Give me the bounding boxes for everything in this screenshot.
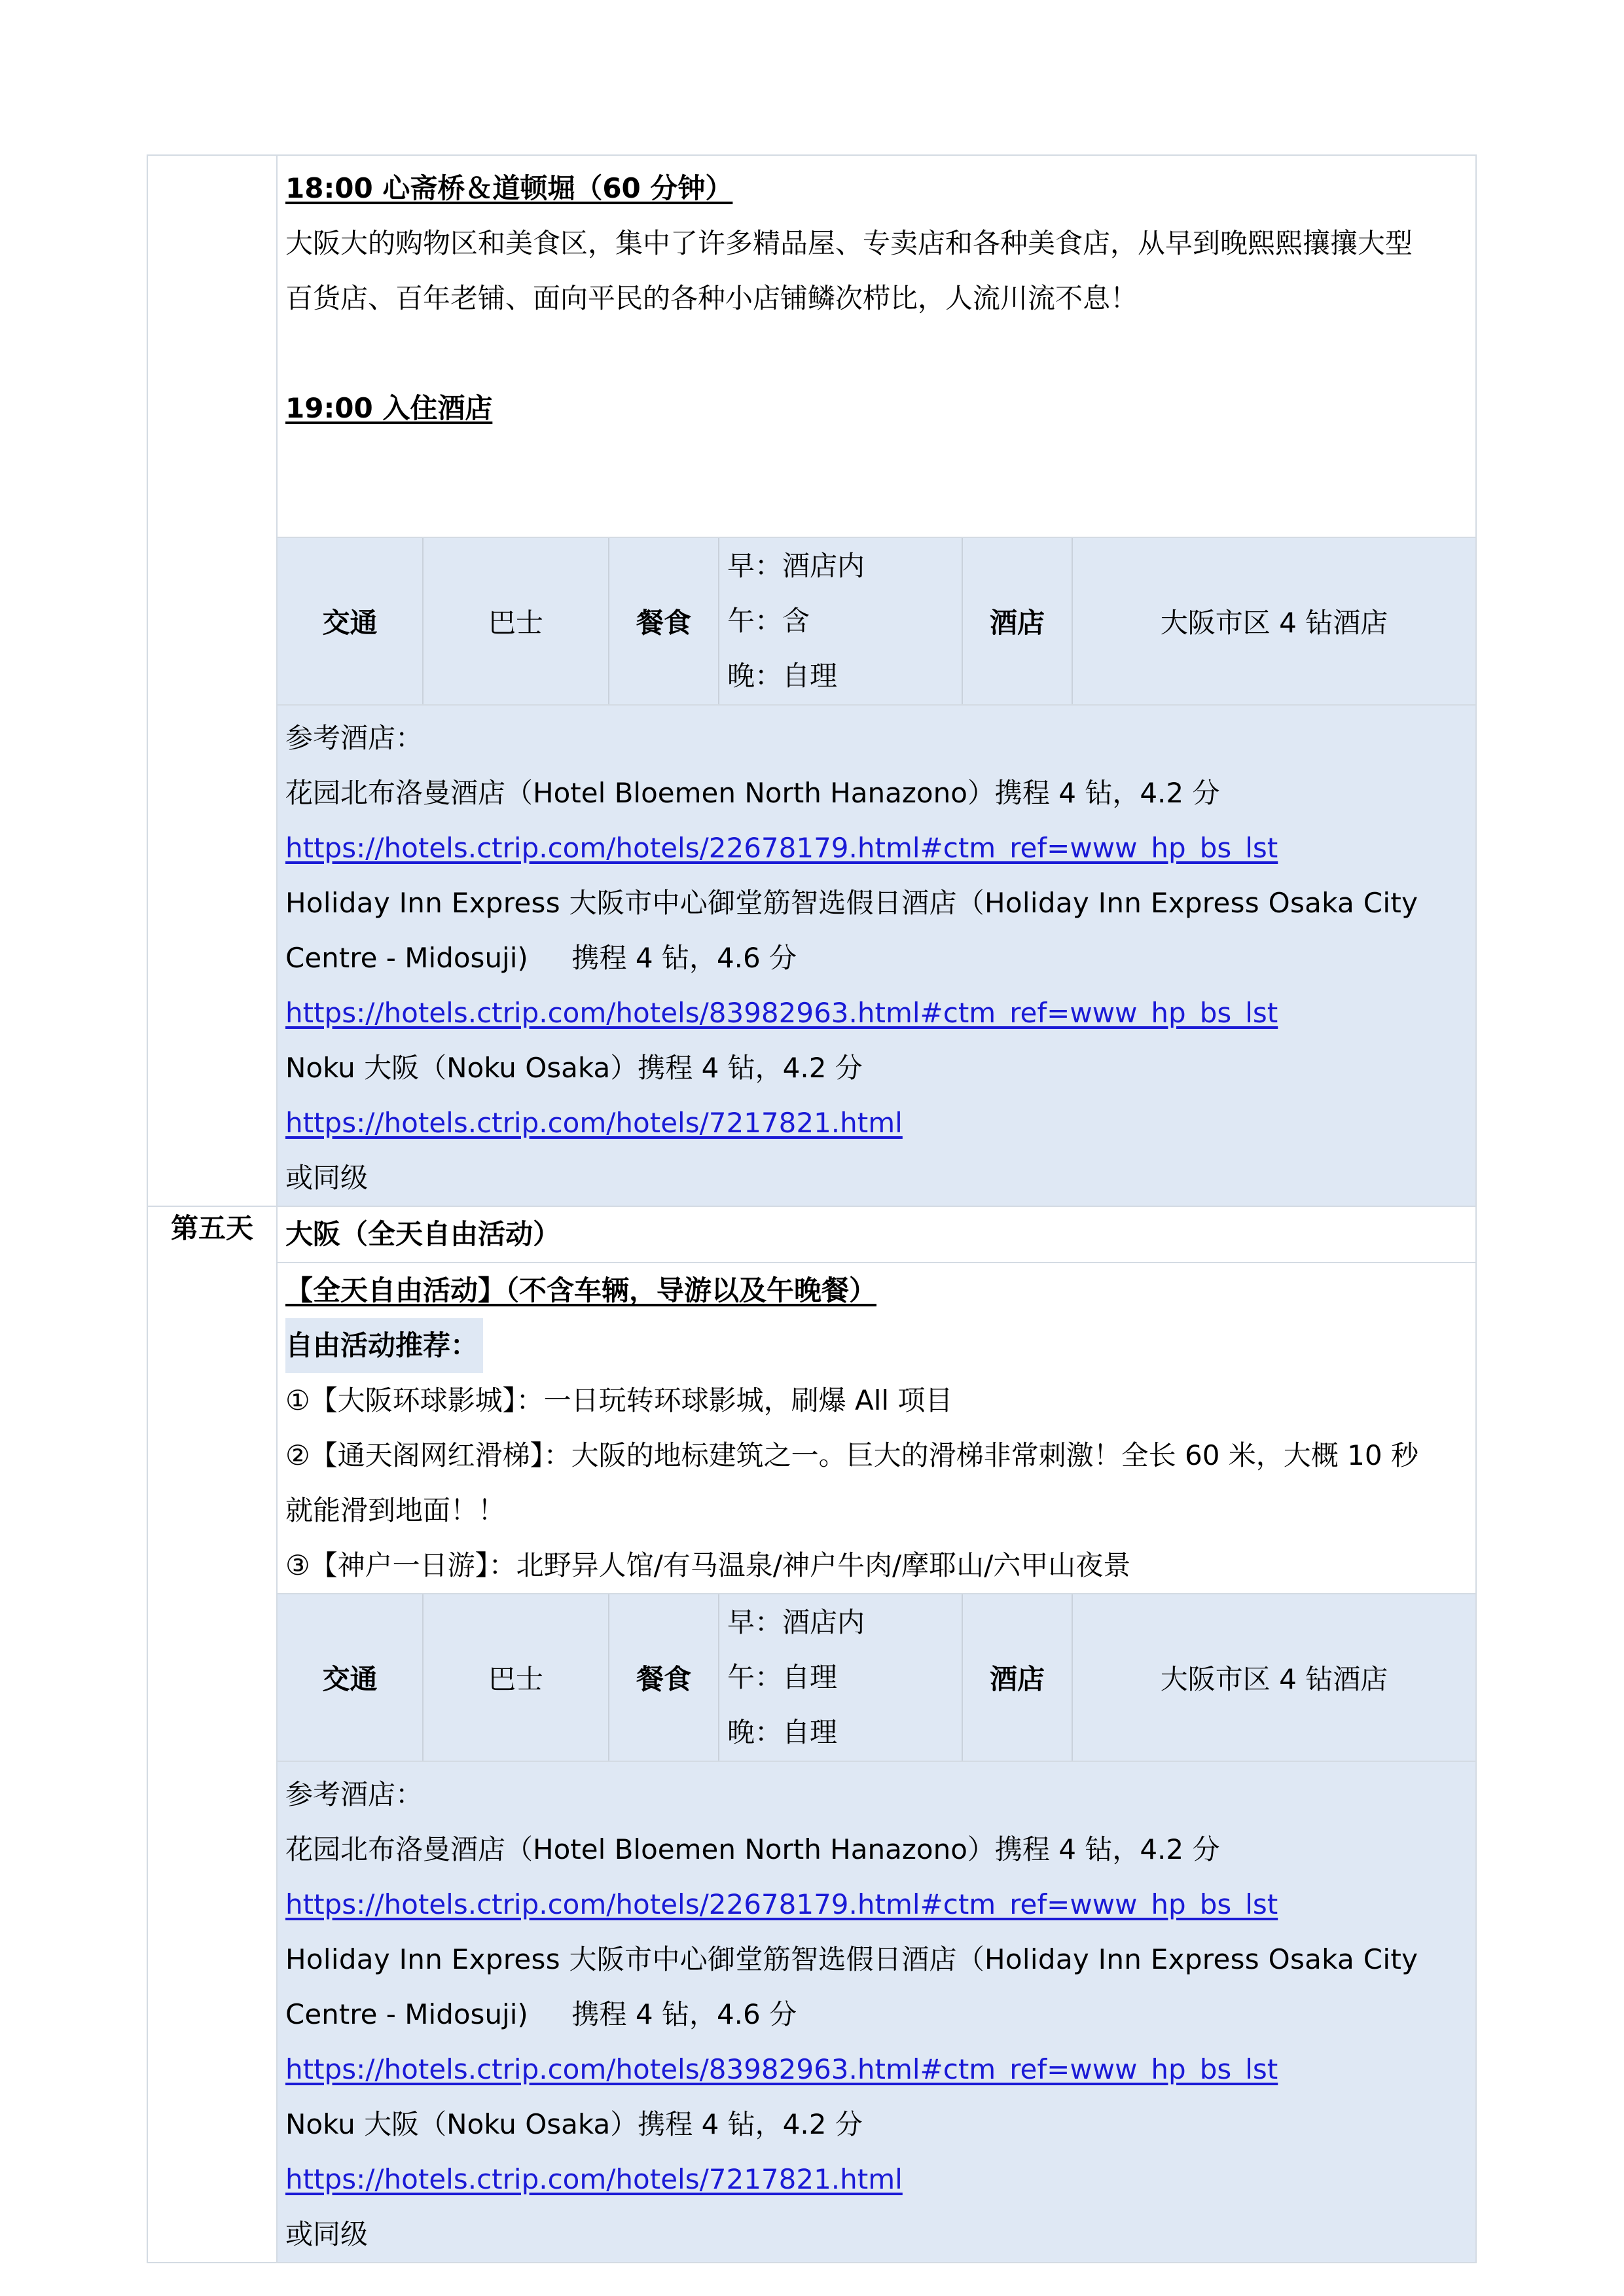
day4-reference-hotels (278, 704, 1475, 1206)
hotel2-link[interactable]: https://hotels.ctrip.com/hotels/83982963.html#ctm_ref=www_hp_bs_lst (285, 997, 1278, 1029)
dinner-value: 晚：自理 (727, 660, 838, 692)
breakfast-value: 早：酒店内 (727, 550, 865, 582)
dinner-value: 晚：自理 (727, 1716, 838, 1748)
schedule-desc-line1: 大阪大的购物区和美食区，集中了许多精品屋、专卖店和各种美食店，从早到晚熙熙攘攘大型 (285, 227, 1413, 259)
or-equivalent: 或同级 (285, 1162, 369, 1194)
itinerary-table (147, 154, 1477, 2263)
recommendation-label: 自由活动推荐： (285, 1318, 483, 1373)
day5-title: 大阪（全天自由活动） (285, 1218, 561, 1250)
lunch-value: 午：含 (727, 605, 810, 637)
hotel2-name-line2: Centre - Midosuji) 携程 4 钻，4.6 分 (285, 1998, 797, 2030)
meal-label: 餐食 (609, 538, 719, 704)
day-cell-empty (147, 155, 277, 1206)
day5-content-cell (277, 1206, 1476, 2263)
transport-label: 交通 (278, 538, 423, 704)
hotel3-name: Noku 大阪（Noku Osaka）携程 4 钻，4.2 分 (285, 1052, 863, 1084)
hotel1-name: 花园北布洛曼酒店（Hotel Bloemen North Hanazono）携程 4 钻，4.2 分 (285, 1833, 1220, 1865)
hotel1-link[interactable]: https://hotels.ctrip.com/hotels/22678179.html#ctm_ref=www_hp_bs_lst (285, 1888, 1278, 1920)
transport-value: 巴士 (423, 538, 609, 704)
reference-hotels-label: 参考酒店： (285, 722, 424, 754)
hotel-label: 酒店 (962, 1594, 1072, 1761)
recommendation-2-line2: 就能滑到地面！！ (285, 1494, 506, 1526)
hotel2-name-line2: Centre - Midosuji) 携程 4 钻，4.6 分 (285, 942, 797, 974)
day5-label-cell (147, 1206, 277, 2263)
hotel1-name: 花园北布洛曼酒店（Hotel Bloemen North Hanazono）携程 4 钻，4.2 分 (285, 777, 1220, 809)
transport-value: 巴士 (423, 1594, 609, 1761)
hotel1-link[interactable]: https://hotels.ctrip.com/hotels/22678179.html#ctm_ref=www_hp_bs_lst (285, 832, 1278, 864)
reference-hotels-label: 参考酒店： (285, 1778, 424, 1810)
hotel3-name: Noku 大阪（Noku Osaka）携程 4 钻，4.2 分 (285, 2108, 863, 2140)
hotel3-link[interactable]: https://hotels.ctrip.com/hotels/7217821.html (285, 2163, 903, 2195)
meal-values (719, 1594, 962, 1761)
meal-label: 餐食 (609, 1594, 719, 1761)
day5-label: 第五天 (170, 1212, 253, 1244)
schedule-heading-checkin: 19:00 入住酒店 (285, 392, 493, 424)
hotel2-name-line1: Holiday Inn Express 大阪市中心御堂筋智选假日酒店（Holiday Inn Express Osaka City (285, 887, 1418, 919)
lunch-value: 午：自理 (727, 1661, 838, 1693)
meal-values (719, 538, 962, 704)
day5-title-block (278, 1207, 1475, 1262)
day4-content-cell (277, 155, 1476, 1206)
day5-info-bar (278, 1593, 1475, 1761)
free-activity-note: 【全天自由活动】（不含车辆，导游以及午晚餐） (285, 1274, 877, 1306)
day5-reference-hotels (278, 1761, 1475, 2262)
or-equivalent: 或同级 (285, 2218, 369, 2250)
hotel-value: 大阪市区 4 钻酒店 (1072, 1594, 1475, 1761)
breakfast-value: 早：酒店内 (727, 1606, 865, 1638)
day5-row (147, 1206, 1476, 2263)
day5-activities (278, 1262, 1475, 1593)
hotel-value: 大阪市区 4 钻酒店 (1072, 538, 1475, 704)
schedule-desc-line2: 百货店、百年老铺、面向平民的各种小店铺鳞次栉比，人流川流不息！ (285, 282, 1138, 314)
day4-schedule (278, 156, 1475, 537)
recommendation-3: ③【神户一日游】：北野异人馆/有马温泉/神户牛肉/摩耶山/六甲山夜景 (285, 1549, 1131, 1581)
day4-continuation-row (147, 155, 1476, 1206)
recommendation-1: ①【大阪环球影城】：一日玩转环球影城，刷爆 All 项目 (285, 1384, 953, 1416)
recommendation-2-line1: ②【通天阁网红滑梯】：大阪的地标建筑之一。巨大的滑梯非常刺激！全长 60 米，大概 10 秒 (285, 1439, 1418, 1471)
hotel-label: 酒店 (962, 538, 1072, 704)
transport-label: 交通 (278, 1594, 423, 1761)
hotel2-name-line1: Holiday Inn Express 大阪市中心御堂筋智选假日酒店（Holiday Inn Express Osaka City (285, 1943, 1418, 1975)
schedule-heading-shinsaibashi: 18:00 心斋桥＆道顿堀（60 分钟） (285, 172, 733, 204)
hotel2-link[interactable]: https://hotels.ctrip.com/hotels/83982963.html#ctm_ref=www_hp_bs_lst (285, 2053, 1278, 2085)
day4-info-bar (278, 537, 1475, 704)
hotel3-link[interactable]: https://hotels.ctrip.com/hotels/7217821.html (285, 1107, 903, 1139)
